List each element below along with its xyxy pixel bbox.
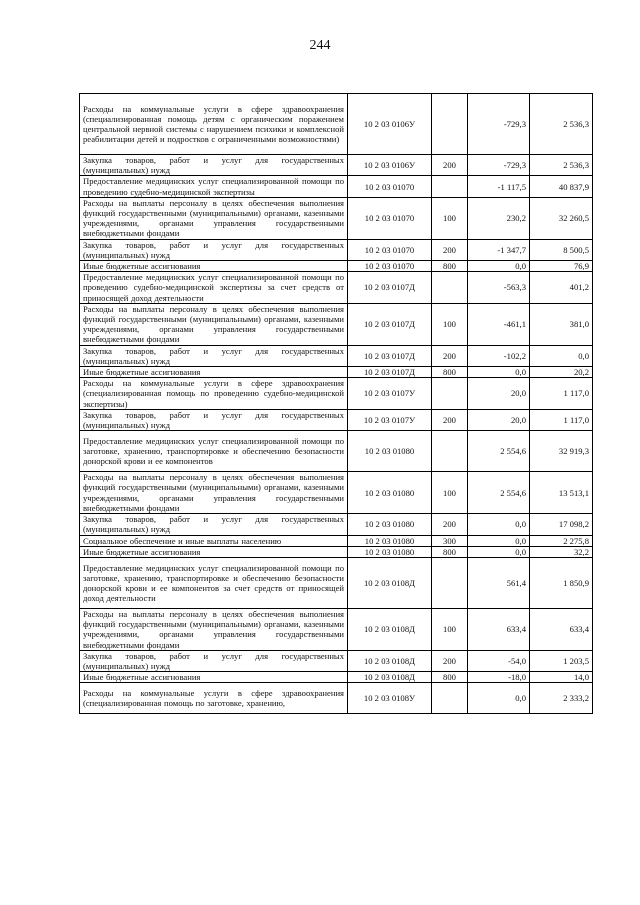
table-row <box>80 431 593 472</box>
row-description: Расходы на выплаты персоналу в целях обеспечения выполнения функций государственными (муниципальными) органами, казенными учреждениями, органами управления государственными внебюджетными фондами <box>80 608 348 650</box>
row-description: Предоставление медицинских услуг специализированной помощи по проведению судебно-медицинской экспертизы <box>80 176 348 197</box>
row-total-amount: 32 919,3 <box>530 431 593 472</box>
table-row <box>80 378 593 410</box>
row-description: Социальное обеспечение и иные выплаты населению <box>80 535 348 546</box>
table-row <box>80 176 593 197</box>
row-description: Закупка товаров, работ и услуг для государственных (муниципальных) нужд <box>80 345 348 366</box>
row-change-amount: 0,0 <box>468 683 530 714</box>
row-change-amount: 0,0 <box>468 514 530 535</box>
row-change-amount: 0,0 <box>468 261 530 272</box>
row-expense-type <box>432 431 468 472</box>
row-expense-type: 200 <box>432 650 468 671</box>
row-total-amount: 32 260,5 <box>530 197 593 239</box>
row-target-code: 10 2 03 01070 <box>348 261 432 272</box>
table-row <box>80 608 593 650</box>
row-description: Расходы на коммунальные услуги в сфере здравоохранения (специализированная помощь по проведению судебно-медицинской экспертизы) <box>80 378 348 410</box>
row-change-amount: -18,0 <box>468 672 530 683</box>
table-row <box>80 94 593 155</box>
row-target-code: 10 2 03 0107Д <box>348 303 432 345</box>
row-target-code: 10 2 03 01080 <box>348 546 432 557</box>
row-description: Расходы на выплаты персоналу в целях обеспечения выполнения функций государственными (муниципальными) органами, казенными учреждениями, органами управления государственными внебюджетными фондами <box>80 197 348 239</box>
row-target-code: 10 2 03 01070 <box>348 176 432 197</box>
row-expense-type: 100 <box>432 608 468 650</box>
row-target-code: 10 2 03 01080 <box>348 535 432 546</box>
table-row <box>80 272 593 304</box>
table-row <box>80 239 593 260</box>
table-row <box>80 672 593 683</box>
row-target-code: 10 2 03 01080 <box>348 472 432 514</box>
row-change-amount: 2 554,6 <box>468 431 530 472</box>
row-expense-type: 800 <box>432 367 468 378</box>
row-change-amount: 0,0 <box>468 367 530 378</box>
table-row <box>80 472 593 514</box>
row-total-amount: 2 536,3 <box>530 155 593 176</box>
row-total-amount: 1 117,0 <box>530 378 593 410</box>
table-row <box>80 546 593 557</box>
row-description: Иные бюджетные ассигнования <box>80 672 348 683</box>
row-description: Иные бюджетные ассигнования <box>80 261 348 272</box>
row-target-code: 10 2 03 0107У <box>348 409 432 430</box>
row-expense-type: 800 <box>432 546 468 557</box>
row-change-amount: -54,0 <box>468 650 530 671</box>
row-expense-type: 800 <box>432 672 468 683</box>
row-target-code: 10 2 03 0107У <box>348 378 432 410</box>
row-expense-type <box>432 272 468 304</box>
row-expense-type: 100 <box>432 472 468 514</box>
row-change-amount: 633,4 <box>468 608 530 650</box>
row-expense-type: 200 <box>432 239 468 260</box>
row-description: Закупка товаров, работ и услуг для государственных (муниципальных) нужд <box>80 514 348 535</box>
row-expense-type: 300 <box>432 535 468 546</box>
row-expense-type: 100 <box>432 303 468 345</box>
row-description: Иные бюджетные ассигнования <box>80 367 348 378</box>
table-row <box>80 155 593 176</box>
row-change-amount: -461,1 <box>468 303 530 345</box>
row-total-amount: 40 837,9 <box>530 176 593 197</box>
table-row <box>80 261 593 272</box>
row-total-amount: 1 850,9 <box>530 557 593 608</box>
table-row <box>80 303 593 345</box>
row-change-amount: -102,2 <box>468 345 530 366</box>
row-target-code: 10 2 03 0107Д <box>348 272 432 304</box>
row-expense-type: 800 <box>432 261 468 272</box>
row-total-amount: 2 275,8 <box>530 535 593 546</box>
row-total-amount: 633,4 <box>530 608 593 650</box>
row-total-amount: 32,2 <box>530 546 593 557</box>
row-description: Закупка товаров, работ и услуг для государственных (муниципальных) нужд <box>80 650 348 671</box>
row-total-amount: 1 117,0 <box>530 409 593 430</box>
row-total-amount: 76,9 <box>530 261 593 272</box>
table-row <box>80 557 593 608</box>
row-expense-type <box>432 176 468 197</box>
row-description: Предоставление медицинских услуг специализированной помощи по заготовке, хранению, транспортировке и обеспечению безопасности донорской крови и ее компонентов <box>80 431 348 472</box>
row-total-amount: 2 536,3 <box>530 94 593 155</box>
table-row <box>80 367 593 378</box>
row-expense-type <box>432 557 468 608</box>
row-expense-type: 200 <box>432 155 468 176</box>
page-number: 244 <box>309 38 331 53</box>
row-target-code: 10 2 03 0108Д <box>348 557 432 608</box>
row-change-amount: -729,3 <box>468 155 530 176</box>
row-change-amount: 20,0 <box>468 409 530 430</box>
row-expense-type: 200 <box>432 409 468 430</box>
row-change-amount: -1 347,7 <box>468 239 530 260</box>
row-target-code: 10 2 03 0108У <box>348 683 432 714</box>
row-expense-type: 200 <box>432 345 468 366</box>
row-change-amount: -563,3 <box>468 272 530 304</box>
row-description: Расходы на коммунальные услуги в сфере здравоохранения (специализированная помощь детям с органическим поражением центральной нервной системы с нарушением психики и комплексной реабилитации детей и подростков с ограниченными возможностями) <box>80 94 348 155</box>
row-description: Расходы на выплаты персоналу в целях обеспечения выполнения функций государственными (муниципальными) органами, казенными учреждениями, органами управления государственными внебюджетными фондами <box>80 472 348 514</box>
row-target-code: 10 2 03 0106У <box>348 94 432 155</box>
row-target-code: 10 2 03 01070 <box>348 239 432 260</box>
table-row <box>80 650 593 671</box>
budget-table <box>79 93 593 714</box>
row-target-code: 10 2 03 01080 <box>348 431 432 472</box>
row-target-code: 10 2 03 0107Д <box>348 367 432 378</box>
row-target-code: 10 2 03 0107Д <box>348 345 432 366</box>
row-total-amount: 14,0 <box>530 672 593 683</box>
row-change-amount: 0,0 <box>468 535 530 546</box>
table-row <box>80 409 593 430</box>
row-expense-type <box>432 378 468 410</box>
row-expense-type <box>432 683 468 714</box>
row-target-code: 10 2 03 0106У <box>348 155 432 176</box>
row-total-amount: 381,0 <box>530 303 593 345</box>
row-total-amount: 8 500,5 <box>530 239 593 260</box>
row-description: Расходы на выплаты персоналу в целях обеспечения выполнения функций государственными (муниципальными) органами, казенными учреждениями, органами управления государственными внебюджетными фондами <box>80 303 348 345</box>
table-row <box>80 345 593 366</box>
row-description: Предоставление медицинских услуг специализированной помощи по проведению судебно-медицинской экспертизы за счет средств от приносящей доход деятельности <box>80 272 348 304</box>
row-change-amount: 20,0 <box>468 378 530 410</box>
row-expense-type: 200 <box>432 514 468 535</box>
row-total-amount: 17 098,2 <box>530 514 593 535</box>
row-total-amount: 1 203,5 <box>530 650 593 671</box>
row-description: Закупка товаров, работ и услуг для государственных (муниципальных) нужд <box>80 239 348 260</box>
row-target-code: 10 2 03 01080 <box>348 514 432 535</box>
row-description: Иные бюджетные ассигнования <box>80 546 348 557</box>
row-target-code: 10 2 03 0108Д <box>348 672 432 683</box>
table-row <box>80 514 593 535</box>
row-change-amount: 230,2 <box>468 197 530 239</box>
row-description: Закупка товаров, работ и услуг для государственных (муниципальных) нужд <box>80 155 348 176</box>
row-change-amount: 2 554,6 <box>468 472 530 514</box>
budget-table-body <box>80 94 593 714</box>
row-description: Предоставление медицинских услуг специализированной помощи по заготовке, хранению, транспортировке и обеспечению безопасности донорской крови и ее компонентов за счет средств от приносящей доход деятельности <box>80 557 348 608</box>
row-expense-type <box>432 94 468 155</box>
row-total-amount: 2 333,2 <box>530 683 593 714</box>
row-change-amount: -1 117,5 <box>468 176 530 197</box>
row-total-amount: 13 513,1 <box>530 472 593 514</box>
row-description: Закупка товаров, работ и услуг для государственных (муниципальных) нужд <box>80 409 348 430</box>
row-change-amount: -729,3 <box>468 94 530 155</box>
table-row <box>80 683 593 714</box>
row-total-amount: 401,2 <box>530 272 593 304</box>
row-total-amount: 0,0 <box>530 345 593 366</box>
row-target-code: 10 2 03 0108Д <box>348 650 432 671</box>
row-total-amount: 20,2 <box>530 367 593 378</box>
row-description: Расходы на коммунальные услуги в сфере здравоохранения (специализированная помощь по заготовке, хранению, <box>80 683 348 714</box>
row-change-amount: 561,4 <box>468 557 530 608</box>
row-change-amount: 0,0 <box>468 546 530 557</box>
row-expense-type: 100 <box>432 197 468 239</box>
row-target-code: 10 2 03 01070 <box>348 197 432 239</box>
table-row <box>80 197 593 239</box>
table-row <box>80 535 593 546</box>
row-target-code: 10 2 03 0108Д <box>348 608 432 650</box>
